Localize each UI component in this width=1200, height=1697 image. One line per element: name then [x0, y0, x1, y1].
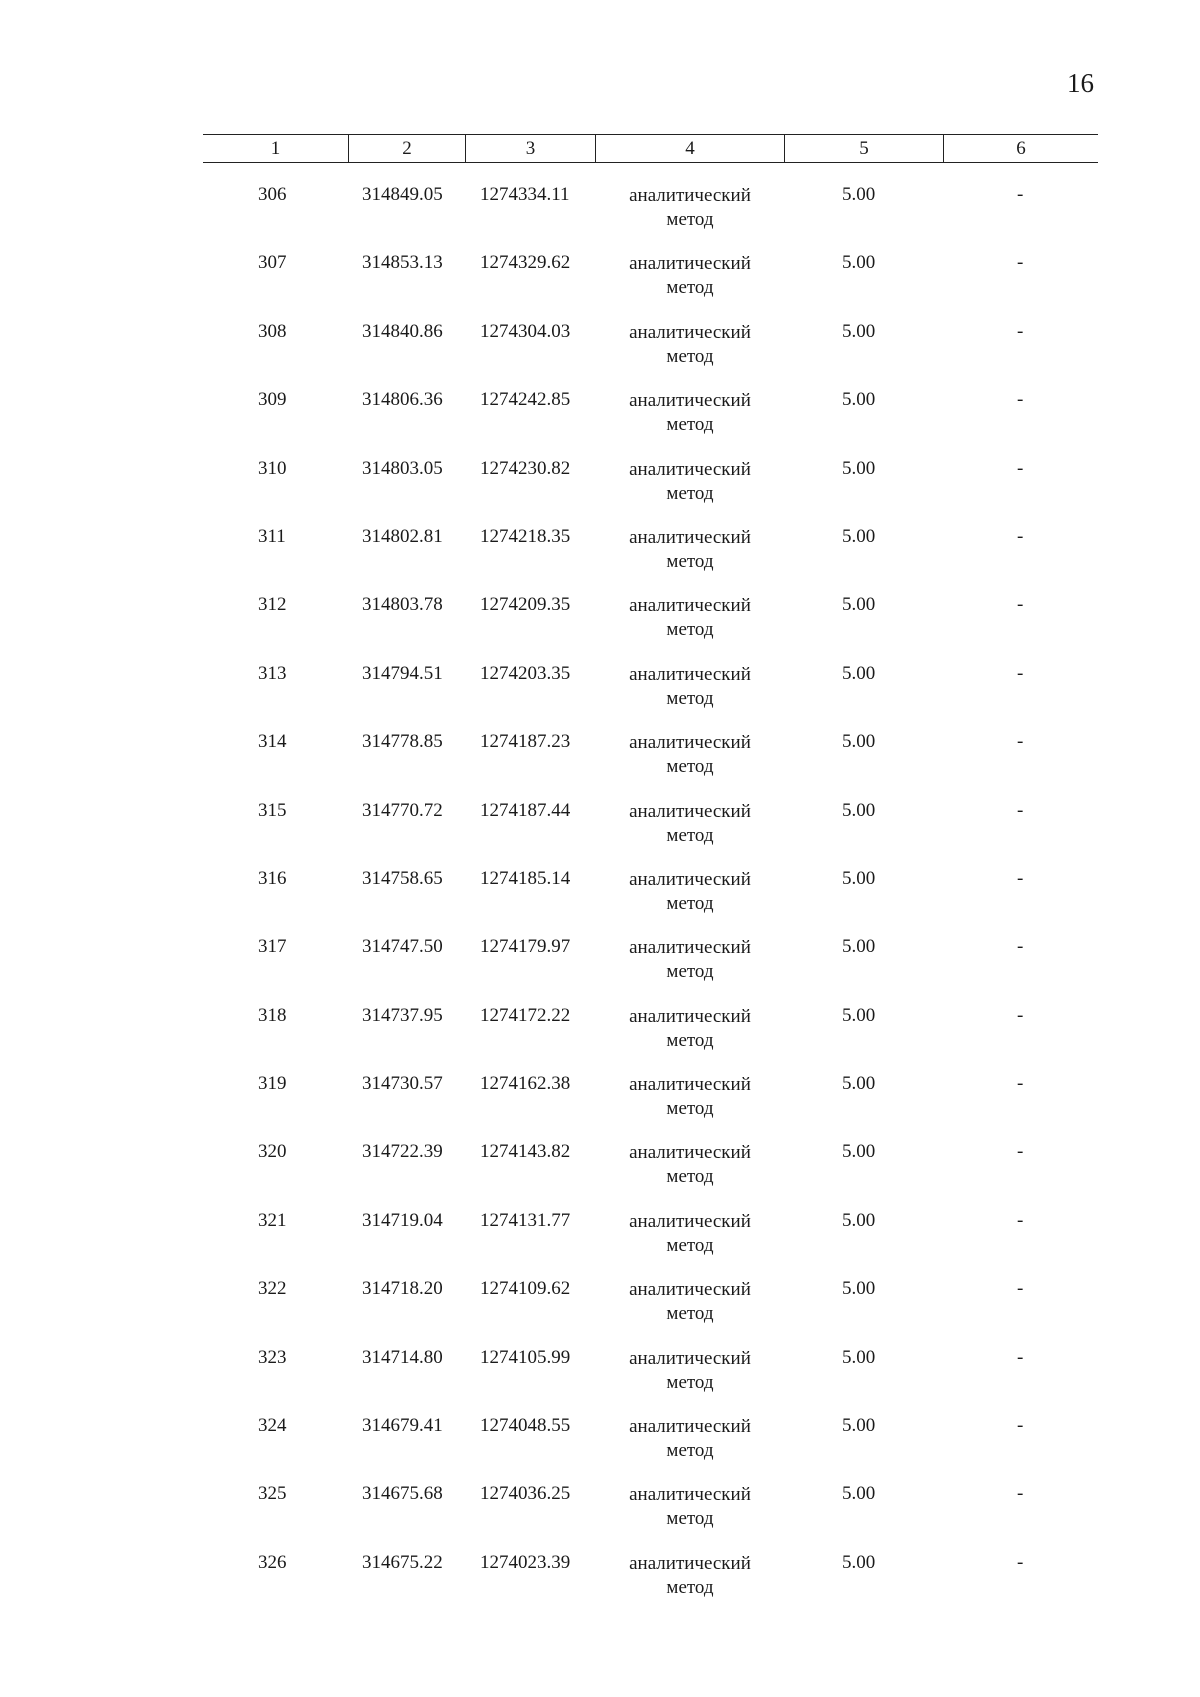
coordinate-y: 1274218.35: [480, 525, 571, 547]
determination-method: [620, 526, 760, 574]
method-line-1: аналитический: [629, 595, 751, 617]
determination-method: [620, 868, 760, 916]
point-number: 311: [258, 525, 286, 547]
note-value: -: [1017, 662, 1024, 684]
accuracy-value: 5.00: [842, 1415, 876, 1437]
coordinate-x: 314675.68: [362, 1483, 443, 1505]
accuracy-value: 5.00: [842, 1278, 876, 1300]
accuracy-value: 5.00: [842, 936, 876, 958]
table-row: [0, 936, 1200, 1004]
accuracy-value: 5.00: [842, 252, 876, 274]
coordinate-x: 314714.80: [362, 1346, 443, 1368]
method-line-1: аналитический: [629, 1347, 751, 1369]
method-line-2: метод: [666, 1440, 714, 1462]
coordinate-y: 1274143.82: [480, 1141, 571, 1163]
note-value: -: [1017, 731, 1024, 753]
table-row: [0, 184, 1200, 252]
table-row: [0, 1141, 1200, 1209]
method-line-1: аналитический: [629, 1484, 751, 1506]
determination-method: [620, 1347, 760, 1395]
accuracy-value: 5.00: [842, 731, 876, 753]
point-number: 314: [258, 731, 287, 753]
determination-method: [620, 1278, 760, 1326]
coordinate-y: 1274185.14: [480, 867, 571, 889]
method-line-1: аналитический: [629, 1210, 751, 1232]
determination-method: [620, 594, 760, 642]
method-line-2: метод: [666, 756, 714, 778]
table-row: [0, 321, 1200, 389]
table-row: [0, 252, 1200, 320]
note-value: -: [1017, 184, 1024, 205]
method-line-2: метод: [666, 892, 714, 914]
method-line-1: аналитический: [629, 253, 751, 275]
method-line-2: метод: [666, 1166, 714, 1188]
coordinate-x: 314794.51: [362, 662, 443, 684]
table-row: [0, 1415, 1200, 1483]
coordinate-x: 314770.72: [362, 799, 443, 821]
method-line-1: аналитический: [629, 1279, 751, 1301]
coordinate-x: 314806.36: [362, 389, 443, 411]
table-row: [0, 1005, 1200, 1073]
note-value: -: [1017, 1209, 1024, 1231]
note-value: -: [1017, 936, 1024, 958]
note-value: -: [1017, 1278, 1024, 1300]
table-row: [0, 868, 1200, 936]
method-line-1: аналитический: [629, 185, 751, 206]
table-body: [0, 184, 1200, 1620]
note-value: -: [1017, 1415, 1024, 1437]
accuracy-value: 5.00: [842, 594, 876, 616]
accuracy-value: 5.00: [842, 320, 876, 342]
accuracy-value: 5.00: [842, 1551, 876, 1573]
determination-method: [620, 252, 760, 300]
method-line-2: метод: [666, 414, 714, 436]
method-line-1: аналитический: [629, 800, 751, 822]
point-number: 308: [258, 320, 287, 342]
page-number: 16: [1067, 68, 1094, 98]
method-line-2: метод: [666, 1371, 714, 1393]
coordinate-y: 1274162.38: [480, 1073, 571, 1095]
point-number: 306: [258, 184, 287, 205]
note-value: -: [1017, 1073, 1024, 1095]
coordinate-x: 314730.57: [362, 1073, 443, 1095]
coordinate-x: 314840.86: [362, 320, 443, 342]
table-row: [0, 1483, 1200, 1551]
method-line-1: аналитический: [629, 1416, 751, 1438]
determination-method: [620, 936, 760, 984]
header-cell-3: 3: [465, 135, 595, 162]
method-line-1: аналитический: [629, 732, 751, 754]
note-value: -: [1017, 457, 1024, 479]
method-line-2: метод: [666, 482, 714, 504]
table-row: [0, 1278, 1200, 1346]
coordinate-y: 1274242.85: [480, 389, 571, 411]
method-line-2: метод: [666, 209, 714, 230]
accuracy-value: 5.00: [842, 799, 876, 821]
method-line-1: аналитический: [629, 937, 751, 959]
accuracy-value: 5.00: [842, 1004, 876, 1026]
note-value: -: [1017, 1483, 1024, 1505]
coordinate-y: 1274209.35: [480, 594, 571, 616]
point-number: 324: [258, 1415, 287, 1437]
coordinate-y: 1274329.62: [480, 252, 571, 274]
determination-method: [620, 1415, 760, 1463]
method-line-1: аналитический: [629, 1005, 751, 1027]
header-cell-5: 5: [784, 135, 943, 162]
point-number: 322: [258, 1278, 287, 1300]
note-value: -: [1017, 525, 1024, 547]
table-row: [0, 458, 1200, 526]
coordinate-x: 314722.39: [362, 1141, 443, 1163]
method-line-1: аналитический: [629, 1142, 751, 1164]
coordinate-y: 1274304.03: [480, 320, 571, 342]
method-line-2: метод: [666, 1576, 714, 1598]
accuracy-value: 5.00: [842, 662, 876, 684]
determination-method: [620, 731, 760, 779]
determination-method: [620, 1552, 760, 1600]
point-number: 316: [258, 867, 287, 889]
table-row: [0, 389, 1200, 457]
header-cell-4: 4: [595, 135, 784, 162]
note-value: -: [1017, 594, 1024, 616]
accuracy-value: 5.00: [842, 389, 876, 411]
point-number: 318: [258, 1004, 287, 1026]
table-row: [0, 1210, 1200, 1278]
table-header: [203, 134, 1098, 163]
determination-method: [620, 321, 760, 369]
method-line-1: аналитический: [629, 390, 751, 412]
coordinate-y: 1274179.97: [480, 936, 571, 958]
method-line-2: метод: [666, 277, 714, 299]
note-value: -: [1017, 1346, 1024, 1368]
header-cell-6: 6: [943, 135, 1098, 162]
header-cell-1: 1: [270, 137, 281, 159]
coordinate-y: 1274036.25: [480, 1483, 571, 1505]
method-line-2: метод: [666, 345, 714, 367]
coordinate-y: 1274187.44: [480, 799, 571, 821]
accuracy-value: 5.00: [842, 457, 876, 479]
point-number: 317: [258, 936, 287, 958]
method-line-2: метод: [666, 1098, 714, 1120]
method-line-2: метод: [666, 1029, 714, 1051]
method-line-1: аналитический: [629, 458, 751, 480]
table-row: [0, 594, 1200, 662]
note-value: -: [1017, 1141, 1024, 1163]
coordinate-x: 314802.81: [362, 525, 443, 547]
determination-method: [620, 1005, 760, 1053]
note-value: -: [1017, 1551, 1024, 1573]
coordinate-y: 1274109.62: [480, 1278, 571, 1300]
table-row: [0, 526, 1200, 594]
point-number: 319: [258, 1073, 287, 1095]
point-number: 313: [258, 662, 287, 684]
coordinate-x: 314803.78: [362, 594, 443, 616]
coordinate-x: 314747.50: [362, 936, 443, 958]
point-number: 309: [258, 389, 287, 411]
coordinate-y: 1274203.35: [480, 662, 571, 684]
method-line-2: метод: [666, 1303, 714, 1325]
accuracy-value: 5.00: [842, 867, 876, 889]
accuracy-value: 5.00: [842, 1141, 876, 1163]
point-number: 323: [258, 1346, 287, 1368]
coordinate-y: 1274105.99: [480, 1346, 571, 1368]
coordinate-y: 1274187.23: [480, 731, 571, 753]
coordinate-x: 314803.05: [362, 457, 443, 479]
table-row: [0, 800, 1200, 868]
accuracy-value: 5.00: [842, 1209, 876, 1231]
point-number: 312: [258, 594, 287, 616]
coordinate-x: 314675.22: [362, 1551, 443, 1573]
coordinate-x: 314737.95: [362, 1004, 443, 1026]
note-value: -: [1017, 1004, 1024, 1026]
coordinate-y: 1274048.55: [480, 1415, 571, 1437]
table-row: [0, 731, 1200, 799]
point-number: 320: [258, 1141, 287, 1163]
determination-method: [620, 1483, 760, 1531]
coordinate-x: 314718.20: [362, 1278, 443, 1300]
coordinate-x: 314679.41: [362, 1415, 443, 1437]
method-line-1: аналитический: [629, 663, 751, 685]
accuracy-value: 5.00: [842, 184, 876, 205]
coordinate-y: 1274334.11: [480, 184, 570, 205]
method-line-1: аналитический: [629, 1074, 751, 1096]
coordinate-y: 1274131.77: [480, 1209, 571, 1231]
note-value: -: [1017, 867, 1024, 889]
method-line-2: метод: [666, 961, 714, 983]
note-value: -: [1017, 799, 1024, 821]
coordinate-x: 314778.85: [362, 731, 443, 753]
note-value: -: [1017, 320, 1024, 342]
determination-method: [620, 800, 760, 848]
point-number: 326: [258, 1551, 287, 1573]
determination-method: [620, 458, 760, 506]
coordinate-y: 1274230.82: [480, 457, 571, 479]
determination-method: [620, 1141, 760, 1189]
accuracy-value: 5.00: [842, 525, 876, 547]
accuracy-value: 5.00: [842, 1073, 876, 1095]
coordinate-x: 314758.65: [362, 867, 443, 889]
coordinate-y: 1274023.39: [480, 1551, 571, 1573]
coordinate-x: 314849.05: [362, 184, 443, 205]
determination-method: [620, 1210, 760, 1258]
point-number: 321: [258, 1209, 287, 1231]
point-number: 325: [258, 1483, 287, 1505]
determination-method: [620, 1073, 760, 1121]
determination-method: [620, 663, 760, 711]
method-line-1: аналитический: [629, 321, 751, 343]
method-line-2: метод: [666, 619, 714, 641]
method-line-2: метод: [666, 687, 714, 709]
determination-method: [620, 389, 760, 437]
coordinate-x: 314853.13: [362, 252, 443, 274]
method-line-1: аналитический: [629, 1552, 751, 1574]
method-line-2: метод: [666, 824, 714, 846]
table-row: [0, 663, 1200, 731]
note-value: -: [1017, 389, 1024, 411]
determination-method: [620, 184, 760, 232]
accuracy-value: 5.00: [842, 1346, 876, 1368]
method-line-1: аналитический: [629, 868, 751, 890]
method-line-2: метод: [666, 550, 714, 572]
point-number: 315: [258, 799, 287, 821]
point-number: 310: [258, 457, 287, 479]
table-row: [0, 1073, 1200, 1141]
coordinate-y: 1274172.22: [480, 1004, 571, 1026]
point-number: 307: [258, 252, 287, 274]
note-value: -: [1017, 252, 1024, 274]
method-line-1: аналитический: [629, 526, 751, 548]
accuracy-value: 5.00: [842, 1483, 876, 1505]
table-row: [0, 1552, 1200, 1620]
method-line-2: метод: [666, 1508, 714, 1530]
coordinate-x: 314719.04: [362, 1209, 443, 1231]
table-row: [0, 1347, 1200, 1415]
method-line-2: метод: [666, 1234, 714, 1256]
header-cell-2: 2: [348, 135, 465, 162]
